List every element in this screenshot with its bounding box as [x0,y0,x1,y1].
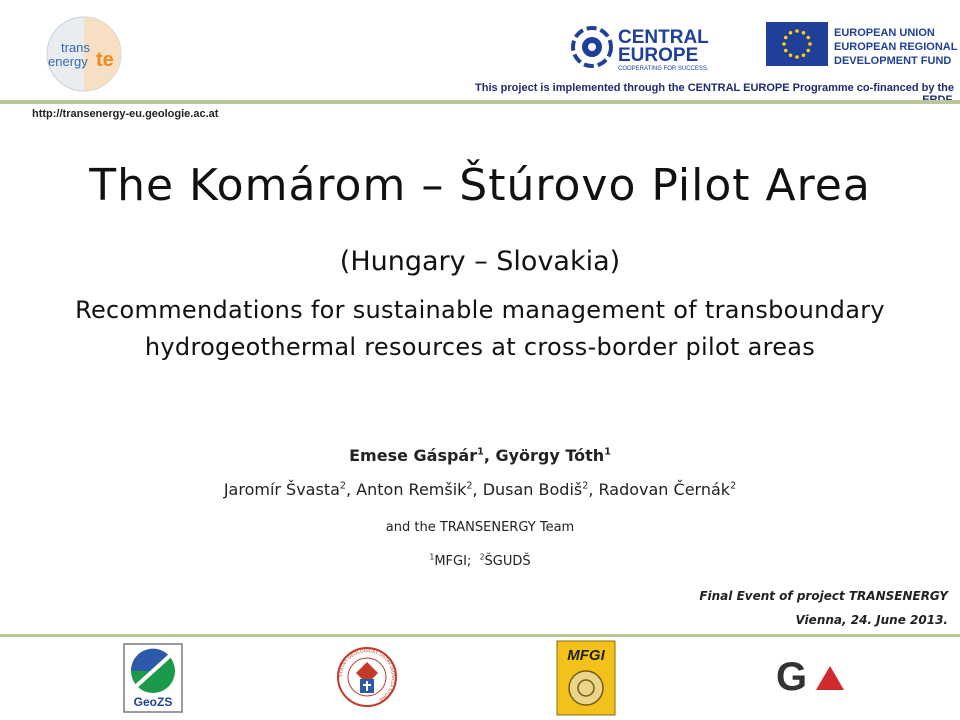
transenergy-logo [28,14,140,94]
mfgi-emblem-icon [569,671,603,705]
ce-tagline: COOPERATING FOR SUCCESS. [618,66,709,72]
co-authors: Jaromír Švasta$^2$, Anton Remšik$^2$, Dusan Bodiš$^2$, Radovan Černák$^2$ [223,480,737,499]
footer-divider [0,634,960,637]
slide-subtitle: (Hungary – Slovakia) [339,246,621,277]
eu-star-icon [789,53,793,57]
eu-star-icon [784,36,788,40]
slide-description-line2: hydrogeothermal resources at cross-border pilot areas [144,333,816,361]
author-name: György Tóth [495,446,605,465]
ce-line2: EUROPE [618,45,699,66]
affiliation-mark: 1 [429,552,435,562]
slide-title: The Komárom – Štúrovo Pilot Area [89,160,871,211]
cofinancing-note: This project is implemented through the CENTRAL EUROPE Programme co-financed by the [475,82,954,94]
eu-star-icon [806,36,810,40]
author-name: Emese Gáspár [349,446,478,465]
eu-line2: EUROPEAN REGIONAL [834,41,958,53]
affiliations [0,554,960,569]
affiliation-name: ŠGUDŠ [484,554,531,569]
ga-letter: G [776,655,808,699]
affiliation-mark: 2 [339,480,346,492]
eu-line3: DEVELOPMENT FUND [834,55,952,67]
eu-flag-icon [766,22,828,66]
author-name: Jaromír Švasta [223,480,340,499]
eu-star-icon [808,42,812,46]
eu-star-icon [802,53,806,57]
mfgi-logo [556,640,616,716]
transenergy-logo-line2: energy [48,54,88,69]
eu-star-icon [795,55,799,59]
geozs-logo [122,642,184,714]
affiliation-mark: 1 [604,446,611,458]
affiliation-mark: 2 [582,480,589,492]
lead-authors: Emese Gáspár$^1$, György Tóth$^1$ [349,446,611,465]
eu-logo [766,20,958,70]
eu-star-icon [784,49,788,53]
eu-star-icon [782,42,786,46]
ce-globe-icon [573,28,611,66]
event-venue-date: Vienna, 24. June 2013. [795,613,948,627]
author-name: Dusan Bodiš [482,480,583,499]
event-name: Final Event of project TRANSENERGY [699,589,948,603]
project-url[interactable]: http://transenergy-eu.geologie.ac.at [32,108,219,120]
sgudds-seal-logo [336,646,398,708]
eu-star-icon [806,49,810,53]
header-divider [0,100,960,104]
author-name: Radovan Černák [598,480,731,499]
affiliation-mark: 1 [477,446,484,458]
affiliation-mark: 2 [479,552,485,562]
eu-line1: EUROPEAN UNION [834,27,935,39]
eu-star-icon [795,29,799,33]
geozs-label: GeoZS [133,695,173,709]
mfgi-label: MFGI [567,647,605,664]
central-europe-logo [568,22,716,72]
ce-line1: CENTRAL [618,27,709,48]
author-name: Anton Remšik [356,480,467,499]
sgudds-ring-text: ŠTÁTNY GEOLOGICKÝ ÚSTAV DIONÝZA ŠTÚRA [337,647,397,703]
affiliation-mark: 2 [730,480,737,492]
transenergy-logo-mark: te [96,49,114,71]
ga-logo [776,654,846,699]
ga-triangle-icon [816,666,844,690]
affiliation-mark: 2 [466,480,473,492]
eu-star-icon [802,31,806,35]
slide-description-line1: Recommendations for sustainable management of transboundary [75,296,885,324]
transenergy-logo-line1: trans [61,40,90,55]
affiliation-name: MFGI; [434,554,472,569]
team-credit: and the TRANSENERGY Team [385,520,575,535]
eu-star-icon [789,31,793,35]
